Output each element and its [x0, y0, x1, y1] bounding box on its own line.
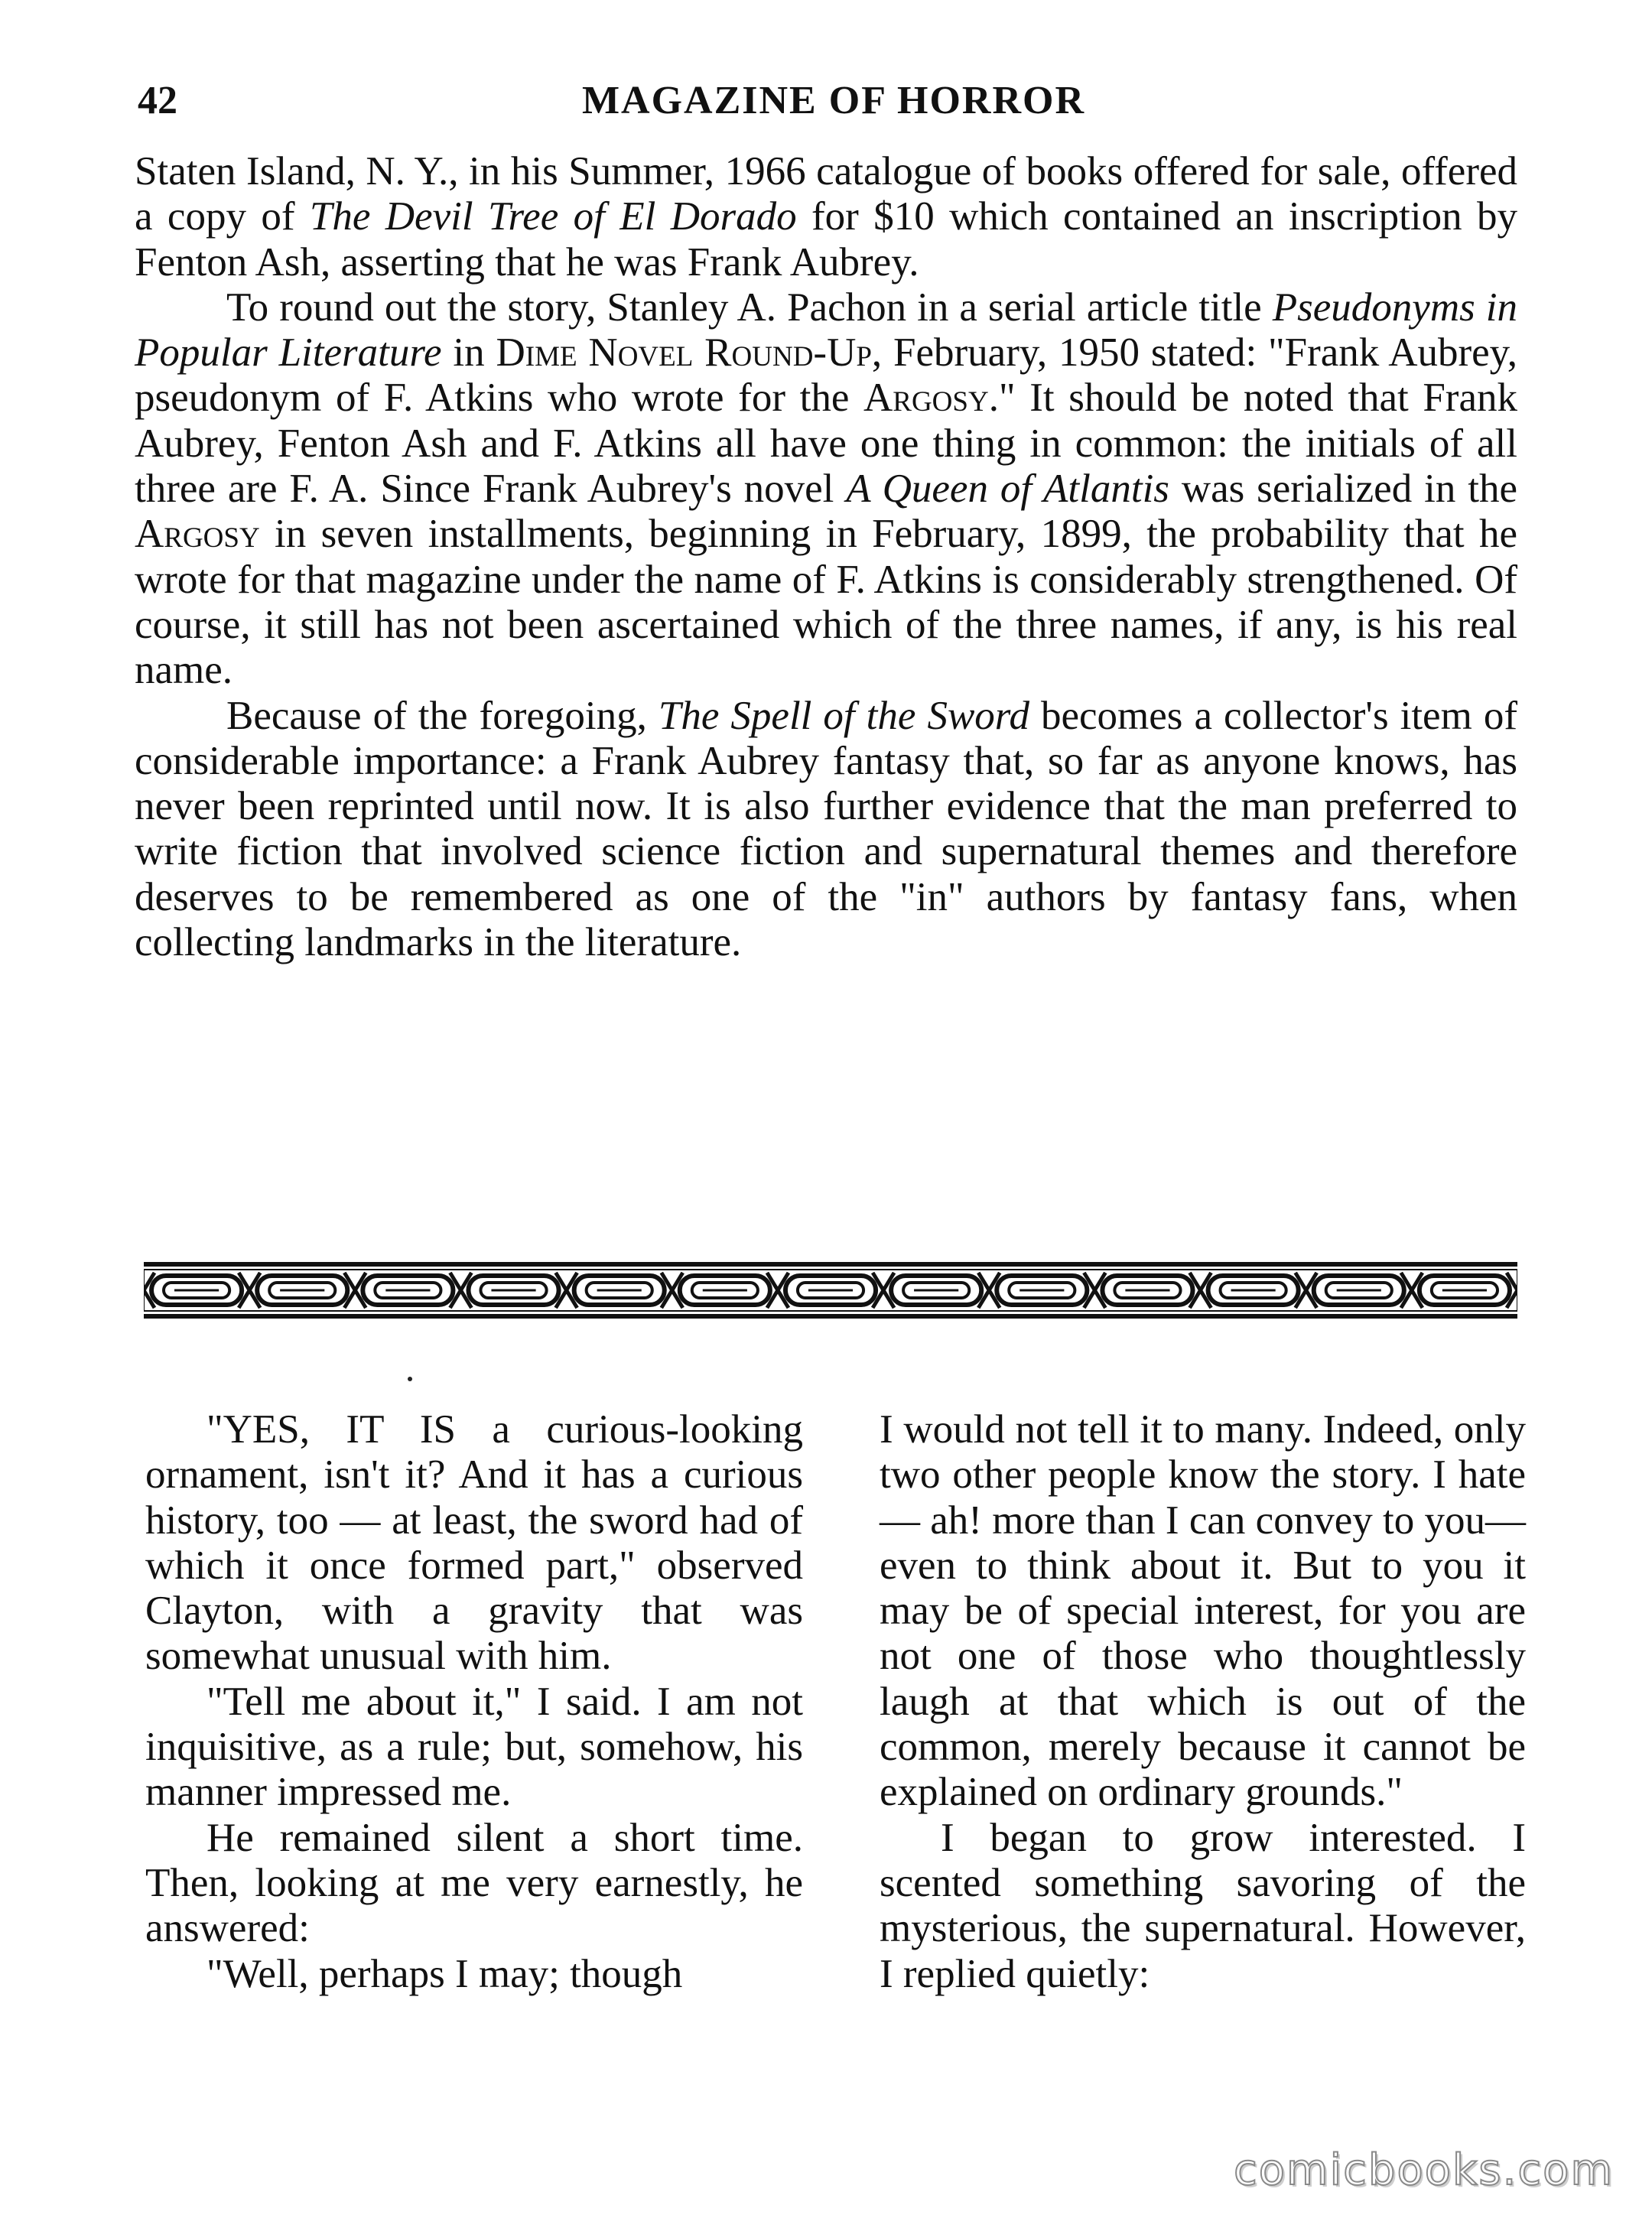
story-paragraph: "YES, IT IS a curious-looking ornament, isn't it? And it has a curious history, too — at least, the sword had of which it once formed part," observed Clayton, with a gravity that was somewhat unusual with him. — [145, 1407, 803, 1679]
text-run: in seven installments, beginning in February, 1899, the probability that he wrote for that magazine under the name of F. Atkins is considerably strengthened. Of course, it still has not been ascertained which of the three names, if any, is his real name. — [135, 512, 1517, 693]
site-watermark: comicbooks.com — [1233, 2145, 1614, 2195]
text-run: for $10 which contained an inscription by Fenton Ash, asserting that he was Frank Aubrey. — [135, 194, 1517, 285]
text-run: Because of the foregoing, — [226, 693, 659, 738]
text-run: in — [441, 330, 496, 376]
running-head: MAGAZINE OF HORROR — [581, 79, 1086, 122]
story-paragraph: I began to grow interested. I scented something savoring of the mysterious, the supernatural. However, I replied quietly: — [880, 1815, 1526, 1996]
text-run: To round out the story, Stanley A. Pachon in a serial article title — [226, 285, 1273, 330]
ornament-top-rule — [144, 1262, 1517, 1267]
chain-braid-ornament — [144, 1260, 1517, 1320]
text-run: , February, 1950 stated: "Frank Aubrey, pseudonym of F. Atkins who wrote for the — [135, 330, 1517, 421]
stray-dot — [408, 1377, 412, 1381]
story-right-column — [880, 1407, 1526, 1997]
article-paragraph — [135, 285, 1517, 694]
page-header — [138, 70, 1530, 132]
publication-name: Dime Novel Round-Up — [496, 330, 872, 376]
page-number: 42 — [138, 79, 177, 122]
text-run: becomes a collector's item of considerable importance: a Frank Aubrey fantasy that, so far as anyone knows, has never been reprinted until now. It is also further evidence that the man preferred to write fiction that involved science fiction and supernatural themes and therefore deserves to be remembered as one of the "in" authors by fantasy fans, when collecting landmarks in the literature. — [135, 693, 1517, 965]
publication-name: Argosy — [135, 512, 260, 557]
story-left-column — [145, 1407, 803, 1997]
text-run: ." It should be noted that Frank Aubrey, Fenton Ash and F. Atkins all have one thing in common: the initials of all three are F. A. Since Frank Aubrey's novel — [135, 376, 1517, 512]
story-paragraph: He remained silent a short time. Then, looking at me very earnestly, he answered: — [145, 1815, 803, 1951]
article-afterword — [135, 149, 1517, 965]
book-title: The Devil Tree of El Dorado — [309, 194, 797, 239]
story-paragraph-continued: I would not tell it to many. Indeed, only two other people know the story. I hate — ah! more than I can convey to you— even to think about it. But to you it may be of special interest, for you are not one of those who thoughtlessly laugh at that which is out of the common, merely because it cannot be explained on ordinary grounds." — [880, 1407, 1526, 1815]
article-paragraph — [135, 694, 1517, 966]
publication-name: Argosy — [863, 376, 989, 421]
ornament-graphic — [144, 1260, 1517, 1320]
text-run: was serialized in the — [1169, 467, 1517, 512]
article-paragraph — [135, 149, 1517, 285]
text-run: Staten Island, N. Y., in his Summer, 1966 catalogue of books offered for sale, offered a copy of — [135, 149, 1517, 239]
ornament-bottom-rule — [144, 1314, 1517, 1319]
story-title: The Spell of the Sword — [658, 693, 1029, 738]
story-paragraph: "Well, perhaps I may; though — [206, 1951, 683, 1996]
story-paragraph: "Tell me about it," I said. I am not inquisitive, as a rule; but, somehow, his manner impressed me. — [145, 1679, 803, 1815]
article-title: Pseudonyms in Popular Literature — [135, 285, 1517, 376]
book-title: A Queen of Atlantis — [846, 467, 1169, 512]
